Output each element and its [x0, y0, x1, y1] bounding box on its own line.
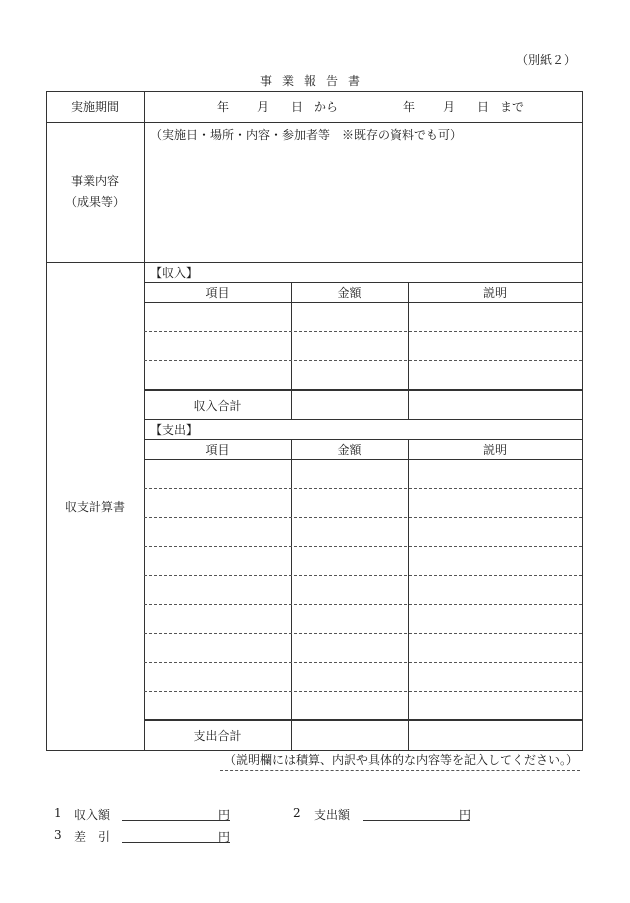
period-end-until: まで — [499, 100, 524, 114]
expense-col-description: 説明 — [482, 442, 507, 457]
expense-row-divider — [144, 575, 582, 576]
expense-row-divider — [144, 604, 582, 605]
expense-row-divider — [144, 633, 582, 634]
period-start-month: 月 — [256, 100, 269, 114]
period-end-year: 年 — [402, 100, 415, 114]
period-end-month: 月 — [442, 100, 455, 114]
expense-row-divider — [144, 546, 582, 547]
summary-balance-unit: 円 — [218, 830, 231, 844]
expense-heading: 【支出】 — [150, 422, 199, 437]
content-hint: （実施日・場所・内容・参加者等 ※既存の資料でも可） — [150, 128, 463, 142]
budget-label: 収支計算書 — [64, 499, 125, 514]
expense-row-divider — [144, 488, 582, 489]
expense-row-divider — [144, 517, 582, 518]
summary-income-underline — [122, 820, 230, 821]
summary-expense-label: 支出額 — [314, 808, 351, 822]
income-row-divider — [144, 331, 582, 332]
summary-income-unit: 円 — [218, 808, 231, 822]
period-end-day: 日 — [476, 100, 489, 114]
summary-expense-underline — [363, 820, 470, 821]
expense-col-amount: 金額 — [337, 442, 362, 457]
income-col-amount: 金額 — [337, 285, 362, 300]
summary-income-label: 収入額 — [74, 808, 111, 822]
description-note: （説明欄には積算、内訳や具体的な内容等を記入してください。） — [220, 751, 580, 771]
report-title: 事業報告書 — [259, 74, 370, 88]
summary-balance-label: 差 引 — [74, 830, 111, 844]
period-start-from: から — [313, 100, 338, 114]
summary-expense-no: 2 — [293, 806, 301, 820]
summary-balance-underline — [122, 842, 230, 843]
income-total-label: 収入合計 — [193, 398, 242, 413]
period-label: 実施期間 — [70, 100, 119, 114]
content-label-line2: （成果等） — [64, 195, 125, 209]
expense-col-item: 項目 — [205, 442, 230, 457]
report-form — [46, 91, 583, 751]
summary-income-no: 1 — [54, 806, 62, 820]
summary-balance-no: 3 — [54, 828, 62, 842]
income-col-item: 項目 — [205, 285, 230, 300]
attachment-label: （別紙２） — [515, 53, 576, 67]
expense-total-label: 支出合計 — [193, 729, 242, 743]
summary-expense-unit: 円 — [459, 808, 472, 822]
income-col-description: 説明 — [482, 285, 507, 300]
period-start-year: 年 — [216, 100, 229, 114]
income-heading: 【収入】 — [150, 265, 199, 280]
income-row-divider — [144, 360, 582, 361]
expense-row-divider — [144, 662, 582, 663]
content-label-line1: 事業内容 — [70, 174, 119, 188]
expense-row-divider — [144, 691, 582, 692]
content-label — [46, 122, 144, 262]
period-start-day: 日 — [290, 100, 303, 114]
